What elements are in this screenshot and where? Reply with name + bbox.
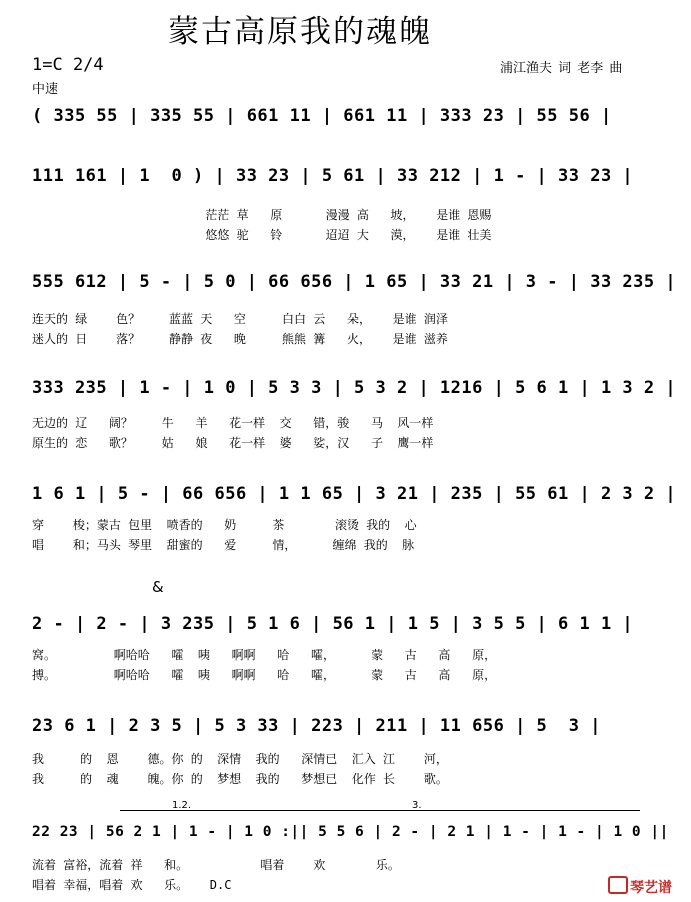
lyric-verse-2: 悠悠 驼 铃 迢迢 大 漠， 是谁 壮美: [32, 228, 492, 242]
notation-line: 23 6 1 | 2 3 5 | 5 3 33 | 223 | 211 | 11 656 | 5 3 |: [32, 716, 601, 736]
lyric-verse-1: 无边的 辽 阔？ 牛 羊 花一样 交 错，骏 马 风一样: [32, 416, 434, 430]
lyric-verse-2: 我 的 魂 魄。你 的 梦想 我的 梦想已 化作 长 歌。: [32, 772, 448, 786]
key-signature: 1=C 2/4: [32, 55, 104, 75]
notation-line: 333 235 | 1 - | 1 0 | 5 3 3 | 5 3 2 | 1216 | 5 6 1 | 1 3 2 |: [32, 378, 677, 398]
lyric-verse-1: 我 的 恩 德。你 的 深情 我的 深情已 汇入 江 河，: [32, 752, 448, 766]
tempo-marking: 中速: [32, 82, 59, 97]
volta-bracket: [120, 810, 640, 811]
second-ending-label: 3.: [412, 800, 422, 811]
lyric-verse-2: 唱 和；马头 琴里 甜蜜的 爱 情， 缠绵 我的 脉: [32, 538, 415, 552]
lyric-verse-2: 唱着 幸福，唱着 欢 乐。 D.C: [32, 878, 232, 892]
site-logo: [608, 876, 672, 897]
lyric-verse-2: 迷人的 日 落？ 静静 夜 晚 熊熊 篝 火， 是谁 滋养: [32, 332, 448, 346]
notation-line: 555 612 | 5 - | 5 0 | 66 656 | 1 65 | 33 21 | 3 - | 33 235 |: [32, 272, 677, 292]
lyric-verse-1: 连天的 绿 色？ 蓝蓝 天 空 白白 云 朵， 是谁 润泽: [32, 312, 448, 326]
notation-line: 111 161 | 1 0 ) | 33 23 | 5 61 | 33 212 | 1 - | 33 23 |: [32, 166, 634, 186]
notation-line: 2 - | 2 - | 3 235 | 5 1 6 | 56 1 | 1 5 | 3 5 5 | 6 1 1 |: [32, 614, 634, 634]
segno-mark: &: [152, 578, 164, 596]
lyric-verse-1: 流着 富裕，流着 祥 和。 唱着 欢 乐。: [32, 858, 400, 872]
page-title: 蒙古高原我的魂魄: [168, 14, 432, 50]
logo-text: 琴艺谱: [630, 880, 672, 896]
lyric-verse-2: 原生的 恋 歌？ 姑 娘 花一样 婆 娑，汉 子 鹰一样: [32, 436, 434, 450]
notation-line: 1 6 1 | 5 - | 66 656 | 1 1 65 | 3 21 | 235 | 55 61 | 2 3 2 |: [32, 484, 677, 504]
lyric-verse-1: 窝。 啊哈哈 嚯 咦 啊啊 哈 嚯， 蒙 古 高 原，: [32, 648, 497, 662]
lyric-verse-2: 搏。 啊哈哈 嚯 咦 啊啊 哈 嚯， 蒙 古 高 原，: [32, 668, 497, 682]
notation-line: 22 23 | 56 2 1 | 1 - | 1 0 :|| 5 5 6 | 2 - | 2 1 | 1 - | 1 - | 1 0 ||: [32, 824, 669, 840]
first-ending-label: 1.2.: [172, 800, 192, 811]
notation-line: ( 335 55 | 335 55 | 661 11 | 661 11 | 333 23 | 55 56 |: [32, 106, 612, 126]
lyric-verse-1: 茫茫 草 原 漫漫 高 坡， 是谁 恩赐: [32, 208, 492, 222]
lyric-verse-1: 穿 梭；蒙古 包里 喷香的 奶 茶 滚烫 我的 心: [32, 518, 417, 532]
logo-icon: [608, 876, 628, 894]
credits: 浦江渔夫 词 老李 曲: [500, 61, 623, 76]
